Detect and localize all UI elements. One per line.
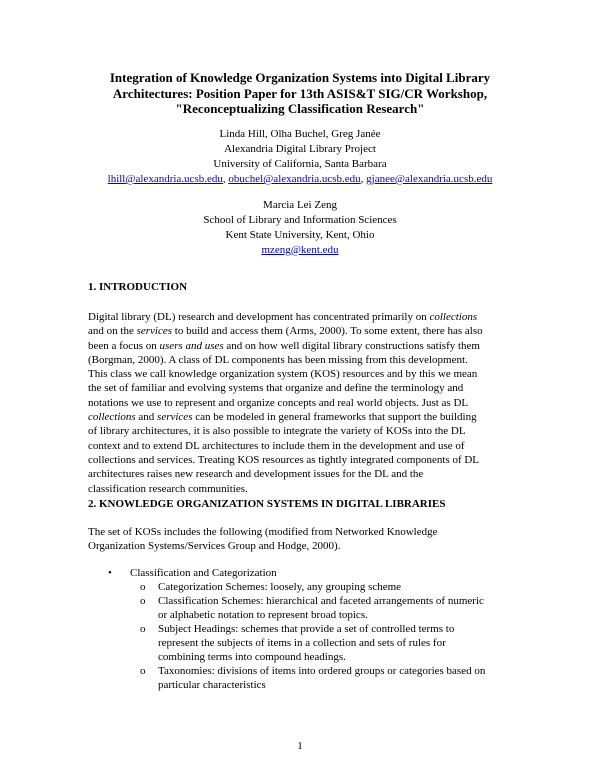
- email-separator: ,: [222, 173, 229, 185]
- paragraph-line: and on the services to build and access them (Arms, 2000). To some extent, there has also: [88, 325, 483, 338]
- paragraph-line: (Borgman, 2000). A class of DL components has been missing from this development.: [88, 353, 468, 366]
- list-item-label: Classification and Categorization: [130, 567, 277, 579]
- author-emails: [40, 172, 560, 187]
- email-link-zeng[interactable]: mzeng@kent.edu: [261, 244, 339, 256]
- author-project: Alexandria Digital Library Project: [224, 143, 376, 155]
- paragraph-line: context and to extend DL architectures to include them in the development and use of: [88, 439, 465, 452]
- list-item: [108, 566, 485, 580]
- paragraph-line: Organization Systems/Services Group and Hodge, 2000).: [88, 540, 341, 553]
- author-names: Linda Hill, Olha Buchel, Greg Janée: [219, 128, 381, 140]
- kos-intro-paragraph: [88, 525, 528, 554]
- sub-bullet-icon: o: [140, 581, 146, 593]
- email-link-janee[interactable]: gjanee@alexandria.ucsb.edu: [366, 173, 493, 185]
- section-heading-introduction: 1. INTRODUCTION: [88, 281, 188, 293]
- paragraph-line: Digital library (DL) research and development has concentrated primarily on collections: [88, 311, 478, 323]
- paragraph-line: The set of KOSs includes the following (modified from Networked Knowledge: [88, 526, 438, 538]
- paragraph-line: This class we call knowledge organization system (KOS) resources and by this we mean: [88, 368, 478, 381]
- kos-list: [108, 566, 485, 692]
- author-block-kent: [40, 198, 560, 258]
- author-institution: Kent State University, Kent, Ohio: [225, 229, 375, 241]
- sub-bullet-icon: o: [140, 595, 146, 607]
- paragraph-line: architectures raises new research and development issues for the DL and the: [88, 468, 424, 481]
- section-heading-kos-in-dl: 2. KNOWLEDGE ORGANIZATION SYSTEMS IN DIGITAL LIBRARIES: [88, 498, 446, 510]
- sub-list-item: o Subject Headings: schemes that provide a set of controlled terms to represent the subjects of items in a collection and sets of rules for combining terms into compound headings.: [140, 623, 455, 663]
- sub-list-item: o Classification Schemes: hierarchical and faceted arrangements of numeric or alphabetic notation to represent broad topics.: [140, 595, 484, 621]
- paragraph-line: collections and services. Treating KOS resources as tightly integrated components of DL: [88, 453, 480, 466]
- title-line: Architectures: Position Paper for 13th ASIS&T SIG/CR Workshop,: [112, 85, 488, 101]
- introduction-paragraph: [88, 310, 528, 496]
- author-institution: University of California, Santa Barbara: [213, 158, 387, 170]
- paragraph-line: the set of familiar and evolving systems that organize and define the terminology and: [88, 382, 464, 395]
- paragraph-line: notations we use to represent and organize concepts and real world objects. Just as DL: [88, 396, 469, 409]
- sub-bullet-icon: o: [140, 665, 146, 677]
- sub-list-item: o Taxonomies: divisions of items into ordered groups or categories based on particular characteristics: [140, 665, 486, 691]
- paragraph-line: classification research communities.: [88, 482, 248, 495]
- title-line: Integration of Knowledge Organization Systems into Digital Library: [109, 70, 491, 85]
- sub-list-item: o Categorization Schemes: loosely, any grouping scheme: [140, 581, 402, 593]
- author-name: Marcia Lei Zeng: [263, 199, 337, 211]
- email-link-hill[interactable]: lhill@alexandria.ucsb.edu: [107, 173, 223, 185]
- email-separator: ,: [360, 173, 367, 185]
- email-link-buchel[interactable]: obuchel@alexandria.ucsb.edu: [228, 173, 361, 185]
- author-block-ucsb: [40, 127, 560, 187]
- title-line: "Reconceptualizing Classification Research": [175, 101, 425, 116]
- paragraph-line: been a focus on users and uses and on how well digital library constructions satisfy them: [88, 339, 480, 352]
- sub-bullet-icon: o: [140, 623, 146, 635]
- paper-title: [60, 70, 540, 117]
- paragraph-line: collections and services can be modeled in general frameworks that support the building: [88, 411, 477, 424]
- paragraph-line: of library architectures, it is also possible to integrate the variety of KOSs into the DL: [88, 425, 466, 438]
- author-school: School of Library and Information Sciences: [203, 214, 397, 226]
- bullet-icon: •: [108, 567, 112, 579]
- page-number: 1: [297, 740, 303, 752]
